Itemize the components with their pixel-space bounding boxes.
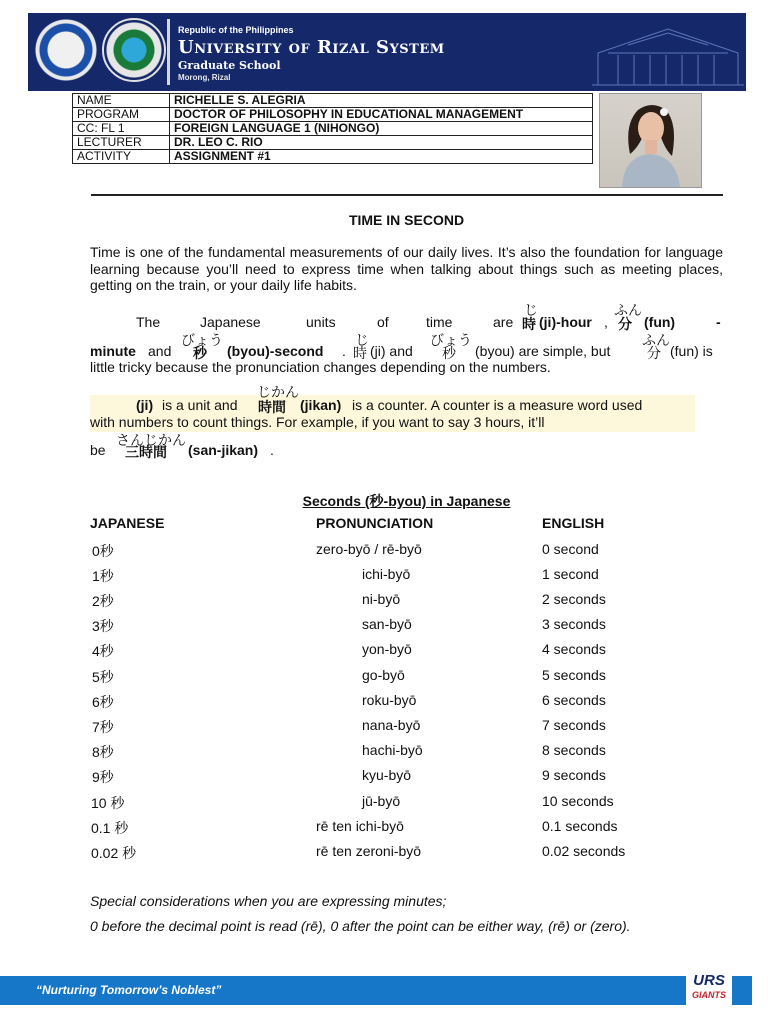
cell-japanese: 0秒 [92,543,114,559]
cell-english: 0.02 seconds [542,843,626,859]
university-header-banner [28,13,746,91]
kanji-byou: 秒 [442,345,456,361]
kanji-sanjikan: 三時間 [125,444,167,460]
word-and: and [148,343,172,359]
logo-text: URS [693,972,725,989]
info-value: DOCTOR OF PHILOSOPHY IN EDUCATIONAL MANAGEMENT [170,108,593,122]
cell-english: 9 seconds [542,767,606,783]
ruby-sanjikan: さんじかん [116,432,186,448]
school-name: Graduate School [178,59,281,72]
info-row [73,150,593,164]
cell-english: 3 seconds [542,616,606,632]
table-title: Seconds (秒-byou) in Japanese [302,493,511,509]
word-japanese: Japanese [200,314,261,330]
footer-bar [0,976,752,1005]
portrait-illustration [600,94,701,187]
word-be: be [90,442,106,458]
cell-english: 2 seconds [542,591,606,607]
header-japanese: JAPANESE [90,515,165,531]
cell-japanese: 3秒 [92,618,114,634]
university-seal-logo [34,18,98,82]
cell-english: 6 seconds [542,692,606,708]
location-label: Morong, Rizal [178,73,231,82]
text-tricky-line: little tricky because the pronunciation changes depending on the numbers. [90,359,551,375]
ruby-ji: じ [355,332,369,348]
kanji-byou: 秒 [193,345,207,361]
info-key: PROGRAM [73,108,170,122]
cell-pronunciation: nana-byō [362,717,421,733]
ruby-byou: びょう [430,332,472,348]
cell-english: 0 second [542,541,599,557]
cell-japanese: 1秒 [92,568,114,584]
info-key: CC: FL 1 [73,122,170,136]
note-decimal: 0 before the decimal point is read (rē), 0 after the point can be either way, (rē) or (zero). [90,918,631,934]
cell-japanese: 4秒 [92,643,114,659]
logo-subtext: GIANTS [691,990,726,1000]
student-photo [599,93,702,188]
info-value: RICHELLE S. ALEGRIA [170,94,593,108]
cell-pronunciation: ni-byō [362,591,401,607]
cell-japanese: 0.02 秒 [91,845,137,861]
term-fun: (fun) [644,314,676,330]
ruby-byou: びょう [181,332,223,348]
word-minute: minute [90,343,136,359]
cell-pronunciation: hachi-byō [362,742,423,758]
cell-english: 1 second [542,566,599,582]
kanji-ji: 時 [353,345,367,361]
ruby-fun: ふん [642,332,670,348]
period: . [270,442,274,458]
footer-slogan: “Nurturing Tomorrow’s Noblest” [36,983,222,997]
word-the: The [136,314,161,330]
text-counter: is a counter. A counter is a measure word used [352,397,643,413]
comma: , [604,314,608,330]
info-row [73,94,593,108]
word-of: of [377,314,389,330]
text-count-things: with numbers to count things. For example, if you want to say 3 hours, it’ll [90,414,545,430]
word-units: units [306,314,336,330]
cell-english: 0.1 seconds [542,818,618,834]
kanji-jikan: 時間 [258,399,286,415]
cell-japanese: 8秒 [92,744,114,760]
info-row [73,136,593,150]
cell-english: 7 seconds [542,717,606,733]
term-san-jikan: (san-jikan) [188,442,259,458]
cell-pronunciation: roku-byō [362,692,417,708]
intro-paragraph: Time is one of the fundamental measurements of our daily lives. It’s also the foundation for language learning because you’ll need to express time when talking about things such as meeting places, getting on the train, or your daily life habits. [90,244,723,293]
kanji-fun: 分 [618,316,632,332]
info-key: ACTIVITY [73,150,170,164]
cell-japanese: 5秒 [92,669,114,685]
info-row [73,122,593,136]
cell-pronunciation: jū-byō [362,793,401,809]
cell-pronunciation: kyu-byō [362,767,412,783]
building-illustration [588,15,748,89]
ruby-jikan: じかん [257,384,299,400]
term-jikan: (jikan) [300,397,342,413]
cell-japanese: 10 秒 [91,795,125,811]
university-name: University of Rizal System [178,37,445,58]
kanji-ji: 時 [522,316,536,332]
header-divider [167,19,170,85]
info-key: LECTURER [73,136,170,150]
term-byou-second: (byou)-second [227,343,324,359]
cell-japanese: 9秒 [92,769,114,785]
info-key: NAME [73,94,170,108]
cell-english: 4 seconds [542,641,606,657]
page-title: TIME IN SECOND [348,212,465,228]
info-value: FOREIGN LANGUAGE 1 (NIHONGO) [170,122,593,136]
cell-japanese: 6秒 [92,694,114,710]
cell-japanese: 7秒 [92,719,114,735]
word-time: time [426,314,453,330]
text-is-unit: is a unit and [162,397,238,413]
cell-english: 8 seconds [542,742,606,758]
kanji-fun: 分 [647,345,661,361]
note-minutes: Special considerations when you are expressing minutes; [90,893,447,909]
cell-pronunciation: zero-byō / rē-byō [316,541,422,557]
cell-english: 10 seconds [542,793,614,809]
info-value: ASSIGNMENT #1 [170,150,593,164]
header-english: ENGLISH [542,515,605,531]
republic-label: Republic of the Philippines [178,25,294,35]
cell-english: 5 seconds [542,667,606,683]
text-byou-simple: (byou) are simple, but [475,343,611,359]
cell-pronunciation: yon-byō [362,641,412,657]
dash: - [716,314,721,330]
term-ji-hour: (ji)-hour [539,314,592,330]
cell-japanese: 0.1 秒 [91,820,129,836]
cell-pronunciation: rē ten zeroni-byō [316,843,422,859]
text-fun-is: (fun) is [670,343,713,359]
cell-japanese: 2秒 [92,593,114,609]
cell-pronunciation: ichi-byō [362,566,411,582]
student-info-table [72,93,593,164]
info-value: DR. LEO C. RIO [170,136,593,150]
ruby-ji: じ [524,302,538,318]
cell-pronunciation: san-byō [362,616,412,632]
section-divider [91,194,723,196]
word-are: are [493,314,514,330]
term-ji: (ji) [136,397,154,413]
ruby-fun: ふん [614,302,642,318]
header-pronunciation: PRONUNCIATION [316,515,434,531]
graduate-school-seal-logo [102,18,166,82]
cell-pronunciation: go-byō [362,667,405,683]
period: . [342,343,346,359]
cell-pronunciation: rē ten ichi-byō [316,818,404,834]
text-ji-and: (ji) and [370,343,413,359]
info-row [73,108,593,122]
